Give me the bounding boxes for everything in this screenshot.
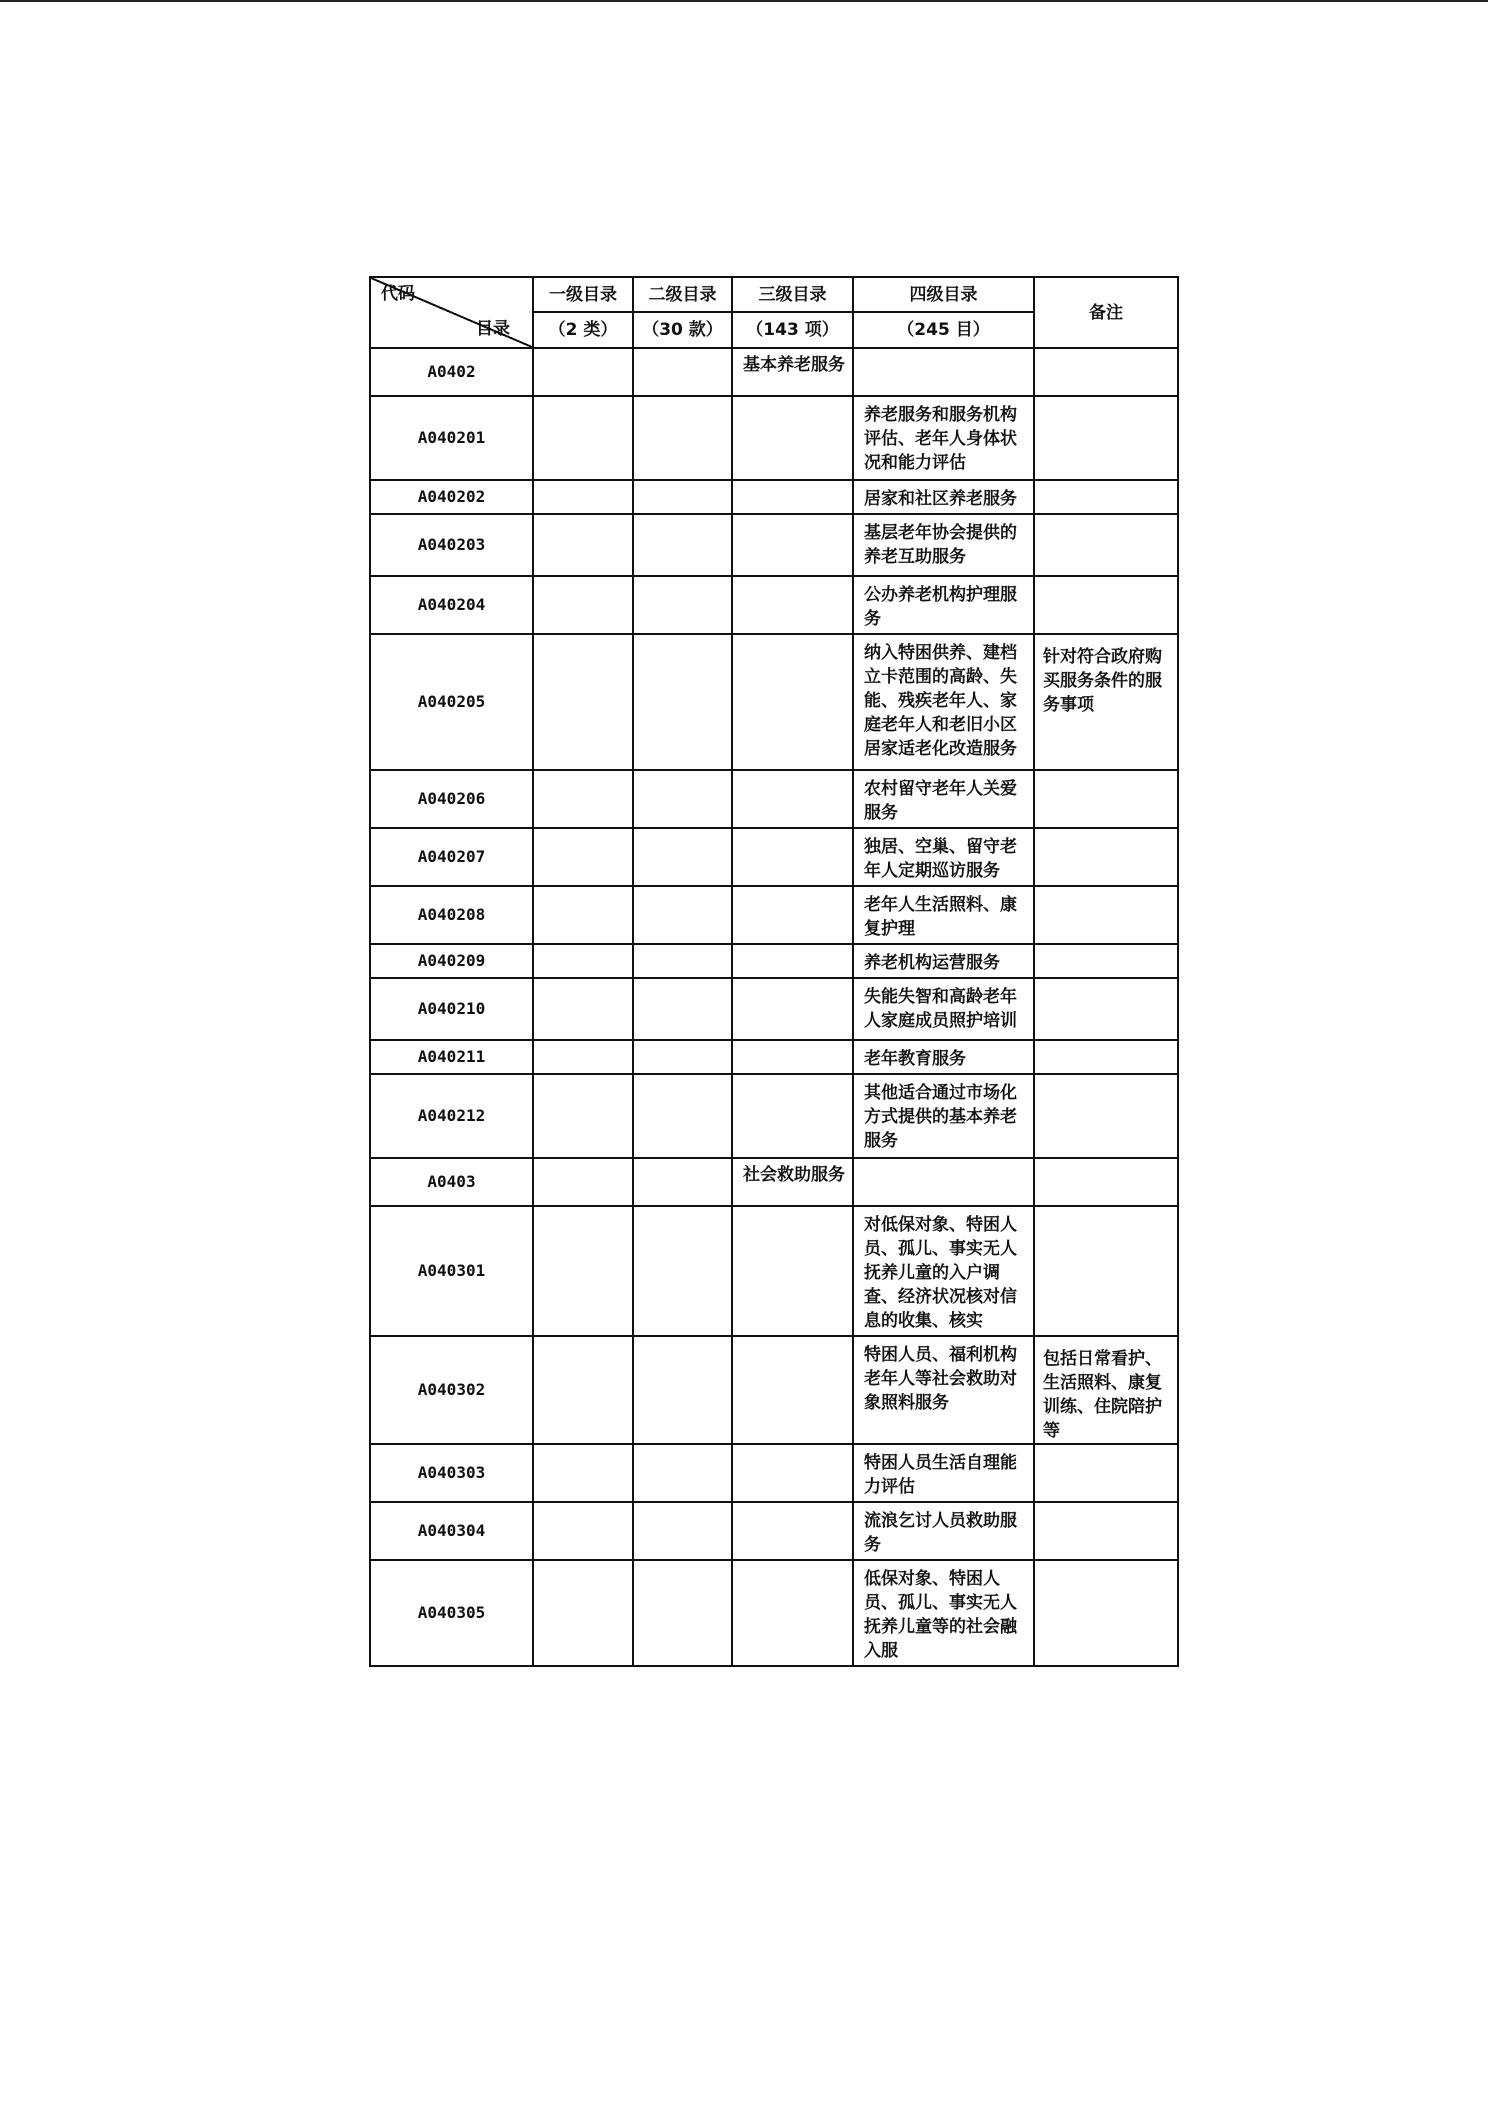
table-row — [370, 1336, 1178, 1444]
level1-cell — [533, 944, 633, 978]
table-row — [370, 978, 1178, 1040]
code-cell: A040304 — [370, 1502, 533, 1560]
level2-cell — [633, 1040, 732, 1074]
level4-cell: 特困人员生活自理能力评估 — [853, 1444, 1034, 1502]
table-row — [370, 1040, 1178, 1074]
level1-cell — [533, 1502, 633, 1560]
level1-cell — [533, 1206, 633, 1336]
level4-cell: 基层老年协会提供的养老互助服务 — [853, 514, 1034, 576]
header-level2: 二级目录 — [633, 277, 732, 312]
code-cell: A040205 — [370, 634, 533, 770]
level2-cell — [633, 480, 732, 514]
note-cell — [1034, 1158, 1178, 1206]
level4-cell: 养老机构运营服务 — [853, 944, 1034, 978]
level4-cell: 失能失智和高龄老年人家庭成员照护培训 — [853, 978, 1034, 1040]
code-cell: A040208 — [370, 886, 533, 944]
level1-cell — [533, 1040, 633, 1074]
level3-cell — [732, 1336, 853, 1444]
table-row — [370, 1560, 1178, 1666]
note-cell — [1034, 1502, 1178, 1560]
level3-cell — [732, 576, 853, 634]
level2-cell — [633, 1206, 732, 1336]
table-row — [370, 348, 1178, 396]
code-cell: A0402 — [370, 348, 533, 396]
level4-cell: 农村留守老年人关爱服务 — [853, 770, 1034, 828]
note-cell — [1034, 886, 1178, 944]
level1-cell — [533, 1560, 633, 1666]
level3-cell — [732, 1206, 853, 1336]
header-level1: 一级目录 — [533, 277, 633, 312]
header-level1-count: （2 类） — [533, 312, 633, 348]
level2-cell — [633, 1560, 732, 1666]
level4-cell: 特困人员、福利机构老年人等社会救助对象照料服务 — [853, 1336, 1034, 1444]
code-cell: A040206 — [370, 770, 533, 828]
level2-cell — [633, 770, 732, 828]
level2-cell — [633, 828, 732, 886]
code-cell: A040203 — [370, 514, 533, 576]
level1-cell — [533, 978, 633, 1040]
note-cell — [1034, 978, 1178, 1040]
level1-cell — [533, 480, 633, 514]
level1-cell — [533, 828, 633, 886]
level3-cell — [732, 978, 853, 1040]
catalog-body — [370, 348, 1178, 1666]
level2-cell — [633, 1502, 732, 1560]
note-cell — [1034, 1206, 1178, 1336]
note-cell: 针对符合政府购买服务条件的服务事项 — [1034, 634, 1178, 770]
level4-cell: 老年人生活照料、康复护理 — [853, 886, 1034, 944]
code-cell: A040201 — [370, 396, 533, 480]
scan-border-line — [0, 0, 1488, 2]
code-cell: A040209 — [370, 944, 533, 978]
level4-cell: 居家和社区养老服务 — [853, 480, 1034, 514]
note-cell — [1034, 944, 1178, 978]
header-level2-count: （30 款） — [633, 312, 732, 348]
level3-cell: 基本养老服务 — [732, 348, 853, 396]
service-catalog-table — [369, 276, 1179, 1667]
level4-cell — [853, 1158, 1034, 1206]
level3-cell — [732, 886, 853, 944]
level3-cell — [732, 1040, 853, 1074]
note-cell — [1034, 1560, 1178, 1666]
note-cell — [1034, 1040, 1178, 1074]
code-cell: A040210 — [370, 978, 533, 1040]
level3-cell — [732, 770, 853, 828]
level4-cell: 纳入特困供养、建档立卡范围的高龄、失能、残疾老年人、家庭老年人和老旧小区居家适老化改造服务 — [853, 634, 1034, 770]
level2-cell — [633, 348, 732, 396]
corner-catalog-label: 目录 — [476, 319, 510, 339]
code-cell: A040207 — [370, 828, 533, 886]
table-row — [370, 1074, 1178, 1158]
level2-cell — [633, 396, 732, 480]
code-cell: A040211 — [370, 1040, 533, 1074]
code-cell: A040303 — [370, 1444, 533, 1502]
level3-cell — [732, 944, 853, 978]
level2-cell — [633, 634, 732, 770]
level3-cell — [732, 1444, 853, 1502]
level3-cell — [732, 480, 853, 514]
header-level4-count: （245 目） — [853, 312, 1034, 348]
table-row — [370, 1502, 1178, 1560]
level4-cell — [853, 348, 1034, 396]
level2-cell — [633, 944, 732, 978]
note-cell — [1034, 514, 1178, 576]
header-row-titles — [370, 277, 1178, 312]
level1-cell — [533, 770, 633, 828]
code-cell: A040305 — [370, 1560, 533, 1666]
level3-cell — [732, 514, 853, 576]
level3-cell — [732, 1074, 853, 1158]
note-cell — [1034, 1444, 1178, 1502]
level2-cell — [633, 576, 732, 634]
level3-cell — [732, 1560, 853, 1666]
level1-cell — [533, 1336, 633, 1444]
level1-cell — [533, 1074, 633, 1158]
table-row — [370, 576, 1178, 634]
level1-cell — [533, 634, 633, 770]
header-note: 备注 — [1034, 277, 1178, 348]
table-row — [370, 828, 1178, 886]
level4-cell: 流浪乞讨人员救助服务 — [853, 1502, 1034, 1560]
level4-cell: 老年教育服务 — [853, 1040, 1034, 1074]
table-row — [370, 634, 1178, 770]
level2-cell — [633, 886, 732, 944]
table-row — [370, 1444, 1178, 1502]
level2-cell — [633, 514, 732, 576]
note-cell — [1034, 770, 1178, 828]
note-cell — [1034, 396, 1178, 480]
level3-cell: 社会救助服务 — [732, 1158, 853, 1206]
code-cell: A040302 — [370, 1336, 533, 1444]
corner-code-label: 代码 — [381, 284, 415, 304]
level3-cell — [732, 1502, 853, 1560]
note-cell — [1034, 828, 1178, 886]
note-cell — [1034, 348, 1178, 396]
header-corner-cell — [370, 277, 533, 348]
table-row — [370, 886, 1178, 944]
level4-cell: 养老服务和服务机构评估、老年人身体状况和能力评估 — [853, 396, 1034, 480]
level3-cell — [732, 828, 853, 886]
note-cell: 包括日常看护、生活照料、康复训练、住院陪护等 — [1034, 1336, 1178, 1444]
level1-cell — [533, 576, 633, 634]
note-cell — [1034, 1074, 1178, 1158]
note-cell — [1034, 480, 1178, 514]
table-row — [370, 1206, 1178, 1336]
level3-cell — [732, 396, 853, 480]
level1-cell — [533, 1444, 633, 1502]
header-level3: 三级目录 — [732, 277, 853, 312]
level2-cell — [633, 978, 732, 1040]
table-row — [370, 514, 1178, 576]
header-level3-count: （143 项） — [732, 312, 853, 348]
level2-cell — [633, 1336, 732, 1444]
table-row — [370, 480, 1178, 514]
code-cell: A040202 — [370, 480, 533, 514]
header-level4: 四级目录 — [853, 277, 1034, 312]
level4-cell: 其他适合通过市场化方式提供的基本养老服务 — [853, 1074, 1034, 1158]
level2-cell — [633, 1074, 732, 1158]
level1-cell — [533, 514, 633, 576]
level2-cell — [633, 1158, 732, 1206]
table-row — [370, 1158, 1178, 1206]
level1-cell — [533, 396, 633, 480]
level4-cell: 低保对象、特困人员、孤儿、事实无人抚养儿童等的社会融入服 — [853, 1560, 1034, 1666]
level1-cell — [533, 348, 633, 396]
level4-cell: 公办养老机构护理服务 — [853, 576, 1034, 634]
code-cell: A040204 — [370, 576, 533, 634]
table-row — [370, 396, 1178, 480]
level3-cell — [732, 634, 853, 770]
code-cell: A040212 — [370, 1074, 533, 1158]
level2-cell — [633, 1444, 732, 1502]
level4-cell: 对低保对象、特困人员、孤儿、事实无人抚养儿童的入户调查、经济状况核对信息的收集、核实 — [853, 1206, 1034, 1336]
level4-cell: 独居、空巢、留守老年人定期巡访服务 — [853, 828, 1034, 886]
table-row — [370, 944, 1178, 978]
code-cell: A0403 — [370, 1158, 533, 1206]
level1-cell — [533, 886, 633, 944]
level1-cell — [533, 1158, 633, 1206]
code-cell: A040301 — [370, 1206, 533, 1336]
table-row — [370, 770, 1178, 828]
note-cell — [1034, 576, 1178, 634]
